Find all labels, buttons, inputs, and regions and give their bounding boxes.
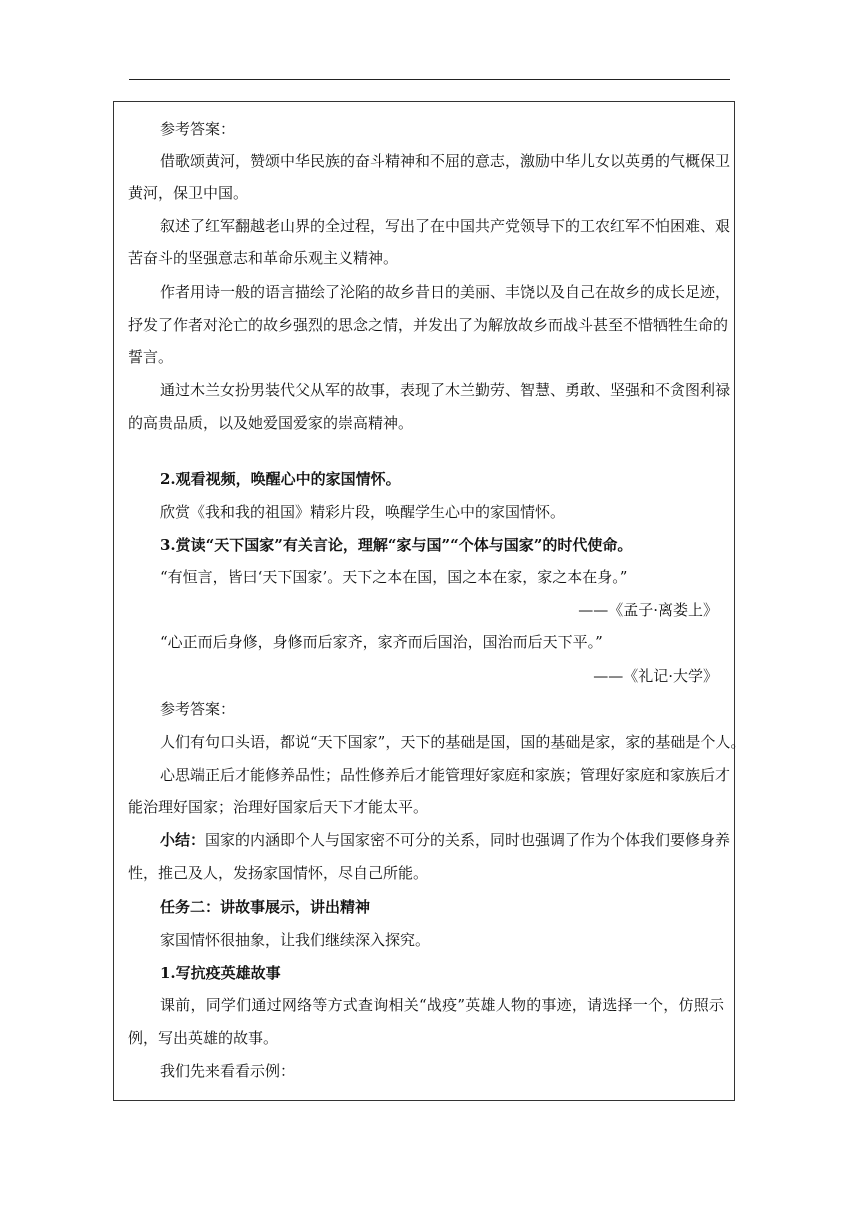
header-rule bbox=[129, 79, 730, 80]
section-heading: 1.写抗疫英雄故事 bbox=[160, 964, 281, 982]
content-table-cell bbox=[113, 101, 746, 1101]
section-heading: 2.观看视频，唤醒心中的家国情怀。 bbox=[160, 470, 401, 488]
answer-heading: 参考答案： bbox=[160, 700, 236, 718]
summary-line bbox=[128, 830, 731, 850]
answer-heading: 参考答案： bbox=[160, 120, 236, 138]
quote-line: “有恒言，皆曰‘天下国家’。天下之本在国，国之本在家，家之本在身。” bbox=[160, 568, 628, 586]
paragraph-line: 抒发了作者对沦亡的故乡强烈的思念之情，并发出了为解放故乡而战斗甚至不惜牺牲生命的 bbox=[128, 316, 729, 334]
paragraph-line: 黄河，保卫中国。 bbox=[128, 184, 249, 202]
paragraph-line: 叙述了红军翻越老山界的全过程，写出了在中国共产党领导下的工农红军不怕困难、艰 bbox=[160, 217, 731, 235]
task-heading: 任务二：讲故事展示，讲出精神 bbox=[160, 898, 371, 916]
paragraph-line: 我们先来看看示例： bbox=[160, 1062, 296, 1080]
paragraph-line: 通过木兰女扮男装代父从军的故事，表现了木兰勤劳、智慧、勇敢、坚强和不贪图利禄 bbox=[160, 381, 731, 399]
paragraph-line: 课前，同学们通过网络等方式查询相关“战疫”英雄人物的事迹，请选择一个，仿照示 bbox=[160, 996, 724, 1014]
paragraph-line: 家国情怀很抽象，让我们继续深入探究。 bbox=[160, 931, 431, 949]
quote-line: “心正而后身修，身修而后家齐，家齐而后国治，国治而后天下平。” bbox=[160, 633, 603, 651]
paragraph-line: 借歌颂黄河，赞颂中华民族的奋斗精神和不屈的意志，激励中华儿女以英勇的气概保卫 bbox=[160, 152, 731, 170]
summary-label: 小结： bbox=[160, 831, 206, 849]
paragraph-line: 欣赏《我和我的祖国》精彩片段，唤醒学生心中的家国情怀。 bbox=[160, 503, 566, 521]
summary-text: 国家的内涵即个人与国家密不可分的关系，同时也强调了作为个体我们要修身养 bbox=[205, 831, 731, 849]
paragraph-line: 的高贵品质，以及她爱国爱家的崇高精神。 bbox=[128, 414, 414, 432]
quote-attribution: ——《孟子·离娄上》 bbox=[578, 601, 718, 619]
paragraph-line: 誓言。 bbox=[128, 348, 174, 366]
paragraph-line: 作者用诗一般的语言描绘了沦陷的故乡昔日的美丽、丰饶以及自己在故乡的成长足迹， bbox=[160, 283, 731, 301]
paragraph-line: 苦奋斗的坚强意志和革命乐观主义精神。 bbox=[128, 249, 399, 267]
section-heading: 3.赏读“天下国家”有关言论，理解“家与国”“个体与国家”的时代使命。 bbox=[160, 536, 633, 554]
paragraph-line: 人们有句口头语，都说“天下国家”，天下的基础是国，国的基础是家，家的基础是个人。 bbox=[160, 733, 746, 751]
paragraph-line: 性，推己及人，发扬家国情怀，尽自己所能。 bbox=[128, 864, 429, 882]
paragraph-line: 例，写出英雄的故事。 bbox=[128, 1029, 279, 1047]
paragraph-line: 能治理好国家；治理好国家后天下才能太平。 bbox=[128, 798, 429, 816]
paragraph-line: 心思端正后才能修养品性；品性修养后才能管理好家庭和家族；管理好家庭和家族后才 bbox=[160, 766, 731, 784]
quote-attribution: ——《礼记·大学》 bbox=[593, 667, 718, 685]
